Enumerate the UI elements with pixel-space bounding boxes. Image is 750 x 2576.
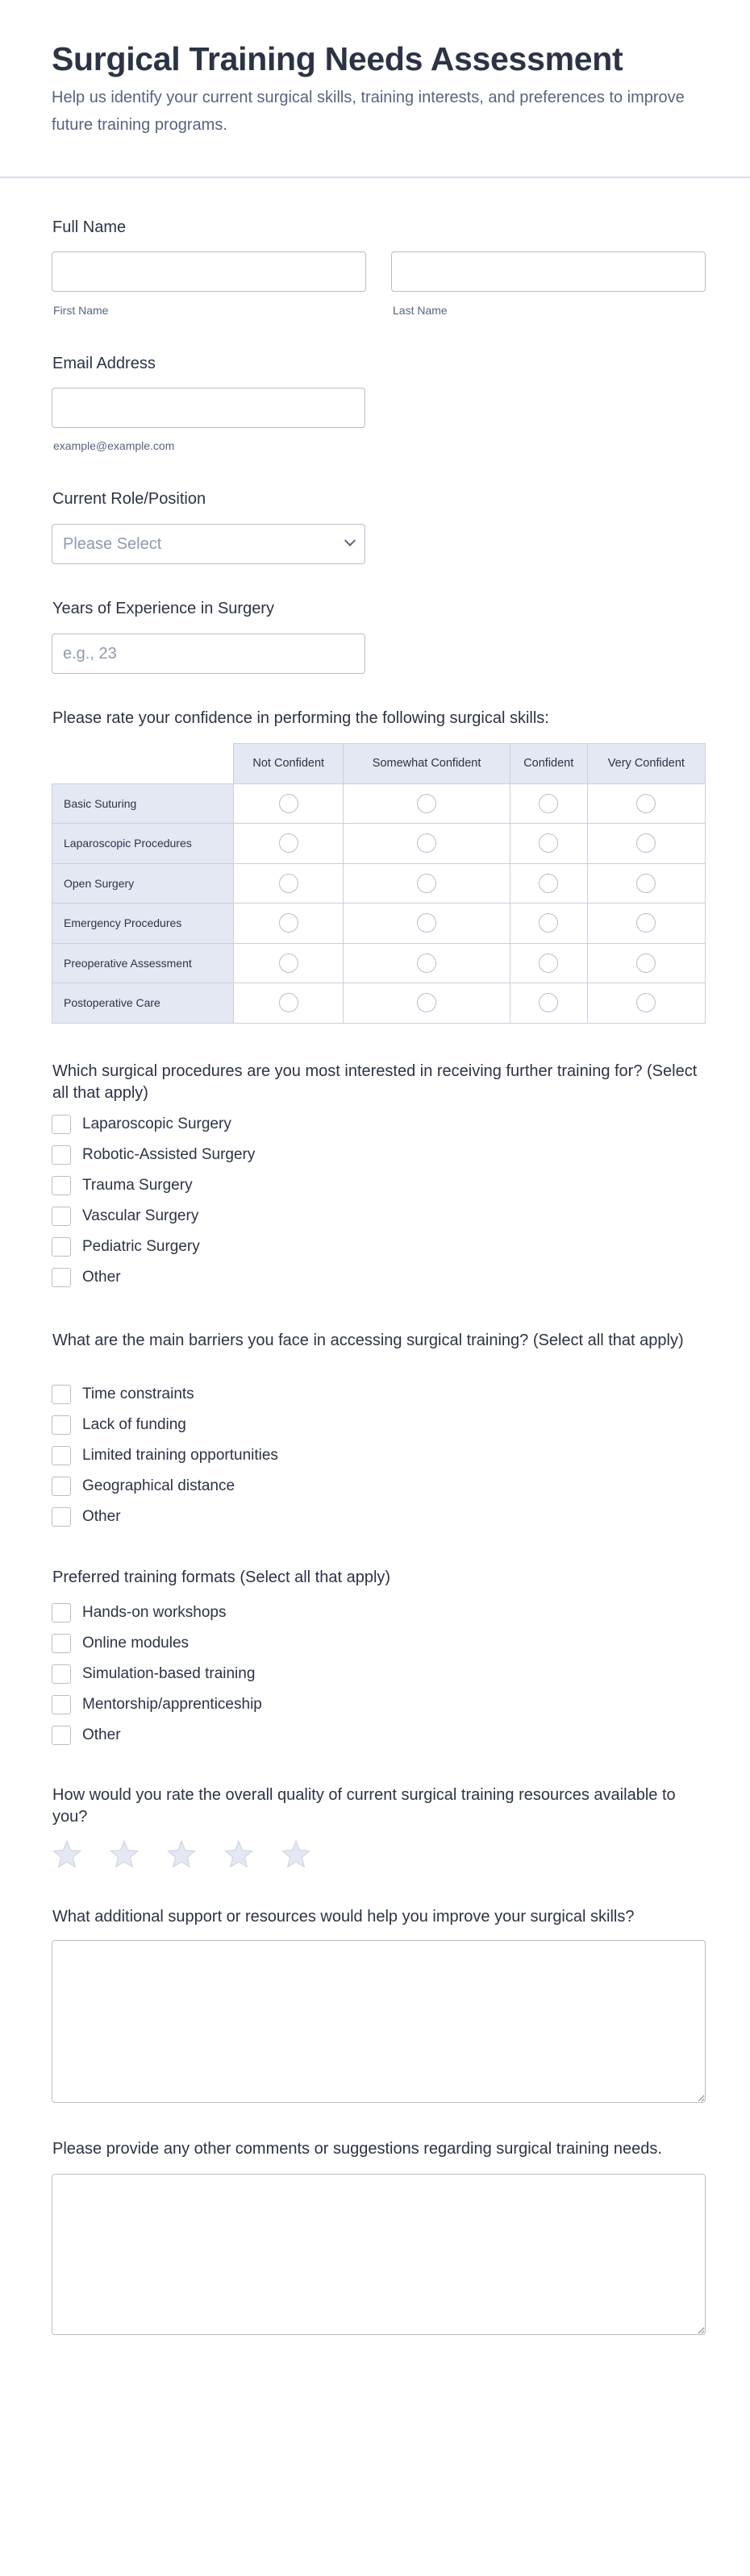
matrix-cell (344, 863, 510, 904)
confidence-matrix (52, 743, 706, 1024)
matrix-radio[interactable] (539, 913, 558, 933)
formats-option[interactable] (52, 1598, 262, 1628)
checkbox[interactable] (52, 1176, 71, 1195)
star-rating (52, 1839, 311, 1872)
matrix-row (52, 904, 706, 944)
matrix-cell (234, 863, 344, 904)
matrix-question: Please rate your confidence in performing the following surgical skills: (52, 709, 549, 727)
matrix-radio[interactable] (539, 993, 558, 1012)
option-label: Laparoscopic Surgery (82, 1116, 231, 1132)
comments-question: Please provide any other comments or suggestions regarding surgical training needs. (52, 2140, 662, 2158)
matrix-radio[interactable] (279, 954, 298, 973)
option-label: Other (82, 1726, 121, 1743)
matrix-radio[interactable] (636, 794, 656, 813)
checkbox[interactable] (52, 1477, 71, 1496)
matrix-cell (234, 943, 344, 983)
matrix-radio[interactable] (636, 993, 656, 1012)
star-icon[interactable] (166, 1839, 197, 1872)
matrix-radio[interactable] (279, 993, 298, 1012)
matrix-cell (587, 824, 705, 864)
matrix-radio[interactable] (539, 874, 558, 893)
matrix-cell (510, 824, 587, 864)
matrix-row-label: Postoperative Care (52, 983, 234, 1024)
procedures-option[interactable] (52, 1170, 255, 1201)
last-name-sublabel: Last Name (393, 304, 448, 317)
matrix-column-header: Confident (510, 744, 587, 784)
matrix-radio[interactable] (279, 874, 298, 893)
checkbox[interactable] (52, 1695, 71, 1714)
checkbox[interactable] (52, 1415, 71, 1435)
checkbox[interactable] (52, 1237, 71, 1257)
matrix-radio[interactable] (539, 954, 558, 973)
option-label: Limited training opportunities (82, 1447, 278, 1464)
procedures-option[interactable] (52, 1262, 255, 1293)
last-name-input[interactable] (391, 251, 706, 292)
barriers-option[interactable] (52, 1410, 278, 1440)
formats-question: Preferred training formats (Select all that apply) (52, 1568, 391, 1586)
option-label: Hands-on workshops (82, 1604, 227, 1621)
matrix-column-header: Very Confident (587, 744, 705, 784)
option-label: Other (82, 1269, 121, 1286)
star-icon[interactable] (109, 1839, 140, 1872)
email-input[interactable] (52, 388, 365, 428)
formats-options (52, 1598, 262, 1751)
chevron-down-icon (344, 535, 356, 546)
checkbox[interactable] (52, 1385, 71, 1404)
matrix-radio[interactable] (636, 833, 656, 853)
support-textarea[interactable] (52, 1940, 706, 2103)
matrix-radio[interactable] (636, 874, 656, 893)
barriers-question: What are the main barriers you face in accessing surgical training? (Select all that apply) (52, 1332, 684, 1349)
matrix-radio[interactable] (417, 993, 436, 1012)
email-sublabel: example@example.com (53, 439, 175, 452)
matrix-column-header: Somewhat Confident (344, 744, 510, 784)
matrix-column-header: Not Confident (234, 744, 344, 784)
matrix-cell (510, 943, 587, 983)
matrix-row-label: Open Surgery (52, 863, 234, 904)
procedures-option[interactable] (52, 1232, 255, 1262)
matrix-cell (234, 904, 344, 944)
matrix-radio[interactable] (417, 833, 436, 853)
procedures-option[interactable] (52, 1109, 255, 1140)
barriers-option[interactable] (52, 1379, 278, 1410)
checkbox[interactable] (52, 1115, 71, 1134)
matrix-cell (344, 943, 510, 983)
checkbox[interactable] (52, 1207, 71, 1226)
option-label: Geographical distance (82, 1477, 235, 1494)
matrix-cell (510, 983, 587, 1024)
years-label: Years of Experience in Surgery (52, 600, 274, 617)
matrix-cell (510, 904, 587, 944)
matrix-corner (52, 744, 234, 784)
option-label: Time constraints (82, 1386, 194, 1402)
matrix-radio[interactable] (279, 794, 298, 813)
header-divider (0, 177, 750, 178)
matrix-row-label: Basic Suturing (52, 783, 234, 824)
matrix-cell (234, 783, 344, 824)
checkbox[interactable] (52, 1603, 71, 1622)
checkbox[interactable] (52, 1145, 71, 1165)
option-label: Pediatric Surgery (82, 1238, 200, 1255)
option-label: Vascular Surgery (82, 1207, 199, 1224)
matrix-cell (344, 783, 510, 824)
years-input[interactable] (52, 634, 365, 674)
checkbox[interactable] (52, 1446, 71, 1465)
matrix-cell (587, 983, 705, 1024)
formats-option[interactable] (52, 1720, 262, 1751)
matrix-row (52, 983, 706, 1024)
matrix-cell (587, 943, 705, 983)
matrix-radio[interactable] (636, 954, 656, 973)
matrix-radio[interactable] (279, 913, 298, 933)
first-name-input[interactable] (52, 251, 366, 292)
matrix-radio[interactable] (417, 794, 436, 813)
role-select[interactable] (52, 524, 365, 564)
matrix-cell (510, 863, 587, 904)
barriers-option[interactable] (52, 1471, 278, 1502)
matrix-cell (344, 904, 510, 944)
matrix-row (52, 943, 706, 983)
checkbox[interactable] (52, 1664, 71, 1684)
first-name-sublabel: First Name (53, 304, 109, 317)
matrix-cell (344, 824, 510, 864)
barriers-option[interactable] (52, 1502, 278, 1532)
matrix-cell (587, 783, 705, 824)
matrix-row-label: Emergency Procedures (52, 904, 234, 944)
checkbox[interactable] (52, 1726, 71, 1745)
star-icon[interactable] (281, 1839, 311, 1872)
rating-question: How would you rate the overall quality of current surgical training resources available to you? (52, 1786, 676, 1826)
email-label: Email Address (52, 355, 156, 372)
star-icon[interactable] (52, 1839, 82, 1872)
matrix-row (52, 863, 706, 904)
option-label: Mentorship/apprenticeship (82, 1696, 262, 1713)
role-select-value: Please Select (63, 534, 162, 553)
matrix-cell (510, 783, 587, 824)
checkbox[interactable] (52, 1507, 71, 1527)
checkbox[interactable] (52, 1634, 71, 1653)
years-placeholder: e.g., 23 (63, 644, 117, 663)
full-name-label: Full Name (52, 218, 127, 236)
matrix-radio[interactable] (417, 874, 436, 893)
procedures-option[interactable] (52, 1201, 255, 1232)
matrix-row-label: Laparoscopic Procedures (52, 824, 234, 864)
matrix-row (52, 783, 706, 824)
matrix-row (52, 824, 706, 864)
page-title: Surgical Training Needs Assessment (52, 40, 623, 77)
comments-textarea[interactable] (52, 2174, 706, 2335)
matrix-radio[interactable] (279, 833, 298, 853)
procedures-options (52, 1109, 255, 1293)
matrix-cell (587, 904, 705, 944)
checkbox[interactable] (52, 1268, 71, 1287)
matrix-cell (344, 983, 510, 1024)
option-label: Lack of funding (82, 1416, 186, 1433)
matrix-radio[interactable] (417, 954, 436, 973)
option-label: Simulation-based training (82, 1665, 256, 1682)
barriers-options (52, 1379, 278, 1532)
barriers-option[interactable] (52, 1440, 278, 1471)
formats-option[interactable] (52, 1628, 262, 1659)
star-icon[interactable] (223, 1839, 254, 1872)
page-subtitle: Help us identify your current surgical skills, training interests, and preferences to improve future training programs. (52, 89, 685, 134)
matrix-radio[interactable] (417, 913, 436, 933)
option-label: Robotic-Assisted Surgery (82, 1146, 256, 1163)
matrix-radio[interactable] (539, 794, 558, 813)
matrix-radio[interactable] (636, 913, 656, 933)
formats-option[interactable] (52, 1659, 262, 1689)
option-label: Other (82, 1508, 121, 1525)
matrix-cell (587, 863, 705, 904)
option-label: Online modules (82, 1635, 190, 1652)
matrix-radio[interactable] (539, 833, 558, 853)
procedures-question: Which surgical procedures are you most interested in receiving further training for? (Select all that apply) (52, 1062, 698, 1102)
matrix-cell (234, 983, 344, 1024)
support-question: What additional support or resources would help you improve your surgical skills? (52, 1908, 635, 1926)
matrix-cell (234, 824, 344, 864)
option-label: Trauma Surgery (82, 1177, 193, 1194)
procedures-option[interactable] (52, 1140, 255, 1170)
formats-option[interactable] (52, 1689, 262, 1720)
role-label: Current Role/Position (52, 490, 206, 508)
matrix-row-label: Preoperative Assessment (52, 943, 234, 983)
